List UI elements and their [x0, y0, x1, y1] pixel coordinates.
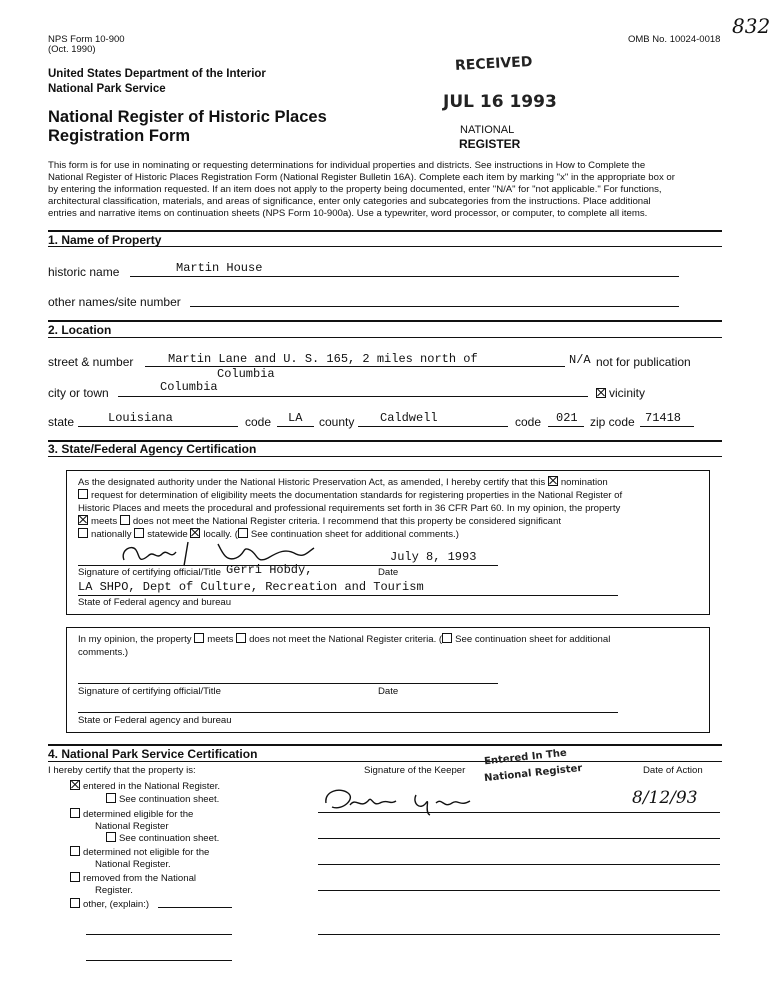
street-field[interactable]: Martin Lane and U. S. 165, 2 miles north of [168, 352, 478, 366]
removed-label: removed from the National [83, 873, 197, 884]
page-subtitle: Registration Form [48, 127, 191, 145]
state-field[interactable]: Louisiana [108, 411, 173, 425]
opinion-continuation-checkbox[interactable] [442, 633, 452, 643]
divider [48, 337, 722, 338]
official-name: Gerri Hobdy, [226, 563, 313, 577]
zip-field[interactable]: 71418 [645, 411, 682, 425]
service: National Park Service [48, 83, 166, 95]
statewide-label: statewide [147, 529, 188, 540]
vicinity-label: vicinity [609, 386, 646, 400]
county-code-field[interactable]: 021 [556, 411, 578, 425]
other-names-label: other names/site number [48, 295, 181, 309]
does-not-meet-checkbox[interactable] [120, 515, 130, 525]
opinion-text-a: In my opinion, the property [78, 634, 192, 645]
underline [277, 426, 314, 427]
signature-label: Signature of certifying official/Title [78, 567, 221, 578]
divider [48, 246, 722, 247]
see-continuation-checkbox[interactable] [106, 832, 116, 842]
divider [48, 230, 722, 232]
other-label: other, (explain:) [83, 899, 150, 910]
entered-label: entered in the National Register. [83, 781, 221, 792]
cert-text: does not meet the National Register criteria. I recommend that this property be considered significant [132, 516, 562, 527]
date-label: Date [378, 686, 399, 697]
continuation-checkbox[interactable] [238, 528, 248, 538]
signature-line [78, 683, 498, 684]
signature-label: Signature of certifying official/Title [78, 686, 221, 697]
nps-option-other[interactable] [70, 898, 149, 910]
not-eligible-label: determined not eligible for the [83, 847, 210, 858]
explain-field[interactable] [86, 960, 232, 961]
nationally-label: nationally [91, 529, 132, 540]
action-date-label: Date of Action [643, 765, 703, 776]
handwritten-number: 832 [732, 14, 771, 38]
eligible-checkbox[interactable] [70, 808, 80, 818]
certification-text [78, 476, 698, 541]
nps-option-entered[interactable] [70, 780, 220, 805]
underline [78, 712, 618, 713]
opinion-text-c: does not meet the National Register criteria. ( [249, 634, 443, 645]
see-continuation-label: See continuation sheet. [119, 833, 220, 844]
meets-checkbox[interactable] [78, 515, 88, 525]
action-date[interactable]: 8/12/93 [632, 788, 698, 808]
agency-label: State of Federal agency and bureau [78, 597, 232, 608]
option-line [70, 832, 219, 845]
cert-line [78, 476, 698, 489]
opinion-meets-checkbox[interactable] [194, 633, 204, 643]
county-code-label: code [515, 415, 542, 429]
option-line [70, 808, 219, 821]
underline [78, 595, 618, 596]
street-field-line2: Columbia [217, 367, 275, 381]
omb-number: OMB No. 10024-0018 [628, 34, 721, 45]
received-stamp: RECEIVED [454, 53, 533, 75]
option-line [70, 780, 220, 793]
page-title: National Register of Historic Places [48, 108, 327, 126]
county-field[interactable]: Caldwell [380, 411, 438, 425]
street-label: street & number [48, 355, 134, 369]
nps-option-not-eligible[interactable] [70, 846, 209, 870]
section-2-heading: 2. Location [48, 323, 112, 337]
divider [48, 456, 722, 457]
keeper-label: Signature of the Keeper [364, 765, 466, 776]
opinion-meets-label: meets [207, 634, 234, 645]
nomination-label: nomination [560, 477, 608, 488]
instruction-line: This form is for use in nominating or requesting determinations for individual properties and districts. See instructions in How to Complete the [48, 160, 646, 171]
opinion-line: comments.) [78, 647, 129, 658]
option-line: National Register. [95, 858, 171, 870]
instruction-line: entries and narrative items on continuation sheets (NPS Form 10-900a). Use a typewriter, word processor, or computer, to complete all items. [48, 208, 648, 219]
entered-stamp-line2: National Register [483, 762, 583, 785]
removed-checkbox[interactable] [70, 872, 80, 882]
divider [48, 320, 722, 322]
other-names-field[interactable] [190, 306, 679, 307]
explain-field[interactable] [86, 934, 232, 935]
option-line: Register. [95, 884, 133, 896]
divider [48, 744, 722, 746]
underline [640, 426, 694, 427]
locally-checkbox[interactable] [190, 528, 200, 538]
state-code-field[interactable]: LA [288, 411, 303, 425]
entered-stamp-line1: Entered In The [483, 747, 568, 768]
eligible-label: determined eligible for the [83, 809, 194, 820]
stamp-national: NATIONAL [460, 124, 515, 136]
department: United States Department of the Interior [48, 68, 266, 80]
see-continuation-label: See continuation sheet. [119, 793, 220, 805]
keeper-signature [320, 783, 490, 819]
cert-text: request for determination of eligibility meets the documentation standards for registering properties in the National Register of [91, 490, 623, 501]
see-continuation-checkbox[interactable] [106, 793, 116, 803]
historic-name-field[interactable]: Martin House [176, 261, 263, 275]
option-line [70, 872, 196, 885]
signature-line [318, 838, 720, 839]
signature-line [318, 890, 720, 891]
signature-line [318, 812, 720, 813]
signature-line [318, 864, 720, 865]
nps-option-eligible[interactable] [70, 808, 219, 845]
instruction-line: architectural classification, materials, and areas of significance, enter only categories and subcategories from the instructions. Place additional [48, 196, 651, 207]
certification-date[interactable]: July 8, 1993 [390, 550, 477, 564]
county-label: county [319, 415, 355, 429]
cert-line [78, 489, 698, 502]
instruction-line: by entering the information requested. If an item does not apply to the property being documented, enter "N/A" for "not applicable." For functions, [48, 184, 662, 195]
entered-checkbox[interactable] [70, 780, 80, 790]
statewide-checkbox[interactable] [134, 528, 144, 538]
request-checkbox[interactable] [78, 489, 88, 499]
other-checkbox[interactable] [70, 898, 80, 908]
locally-label: locally. ( [203, 529, 238, 540]
vicinity-checkbox[interactable] [596, 388, 606, 398]
form-date: (Oct. 1990) [48, 44, 96, 55]
opinion-line [78, 633, 698, 646]
state-label: state [48, 415, 75, 429]
divider [48, 761, 722, 762]
agency-label: State or Federal agency and bureau [78, 715, 232, 726]
nfp-value[interactable]: N/A [569, 353, 591, 367]
nps-option-removed[interactable] [70, 872, 196, 896]
opinion-text [78, 633, 698, 659]
underline [78, 426, 238, 427]
section-1-heading: 1. Name of Property [48, 233, 162, 247]
date-label: Date [378, 567, 399, 578]
city-label: city or town [48, 386, 109, 400]
cert-line [78, 515, 698, 528]
agency-field[interactable]: LA SHPO, Dept of Culture, Recreation and Tourism [78, 580, 424, 594]
cert-text: See continuation sheet for additional comments.) [250, 529, 459, 540]
nps-intro: I hereby certify that the property is: [48, 765, 196, 776]
form-number: NPS Form 10-900 [48, 34, 125, 45]
signature-line [318, 934, 720, 935]
cert-line: Historic Places and meets the procedural and professional requirements set forth in 36 CFR Part 60. In my opinion, the property [78, 503, 621, 514]
meets-label: meets [91, 516, 118, 527]
received-date-stamp: JUL 16 1993 [443, 92, 557, 112]
option-line [70, 793, 220, 806]
underline [118, 396, 588, 397]
vicinity-option[interactable] [596, 386, 645, 400]
stamp-register: REGISTER [459, 137, 521, 151]
option-line: National Register [95, 820, 169, 832]
underline [358, 426, 508, 427]
section-4-heading: 4. National Park Service Certification [48, 747, 258, 761]
underline [130, 276, 679, 277]
nationally-checkbox[interactable] [78, 528, 88, 538]
cert-text: As the designated authority under the National Historic Preservation Act, as amended, I hereby certify that this [78, 477, 546, 488]
section-3-heading: 3. State/Federal Agency Certification [48, 442, 257, 456]
instructions [48, 160, 694, 220]
not-eligible-checkbox[interactable] [70, 846, 80, 856]
explain-field[interactable] [158, 907, 232, 908]
underline [145, 366, 565, 367]
historic-name-label: historic name [48, 265, 120, 279]
underline [548, 426, 584, 427]
instruction-line: National Register of Historic Places Registration Form (National Register Bulletin 16A). Complete each item by marking "x" in the appropriate box or [48, 172, 675, 183]
zip-label: zip code [590, 415, 635, 429]
option-line [70, 846, 209, 859]
opinion-text-d: See continuation sheet for additional [455, 634, 611, 645]
opinion-not-meet-checkbox[interactable] [236, 633, 246, 643]
nomination-checkbox[interactable] [548, 476, 558, 486]
city-field[interactable]: Columbia [160, 380, 218, 394]
nfp-label: not for publication [596, 355, 691, 369]
state-code-label: code [245, 415, 272, 429]
